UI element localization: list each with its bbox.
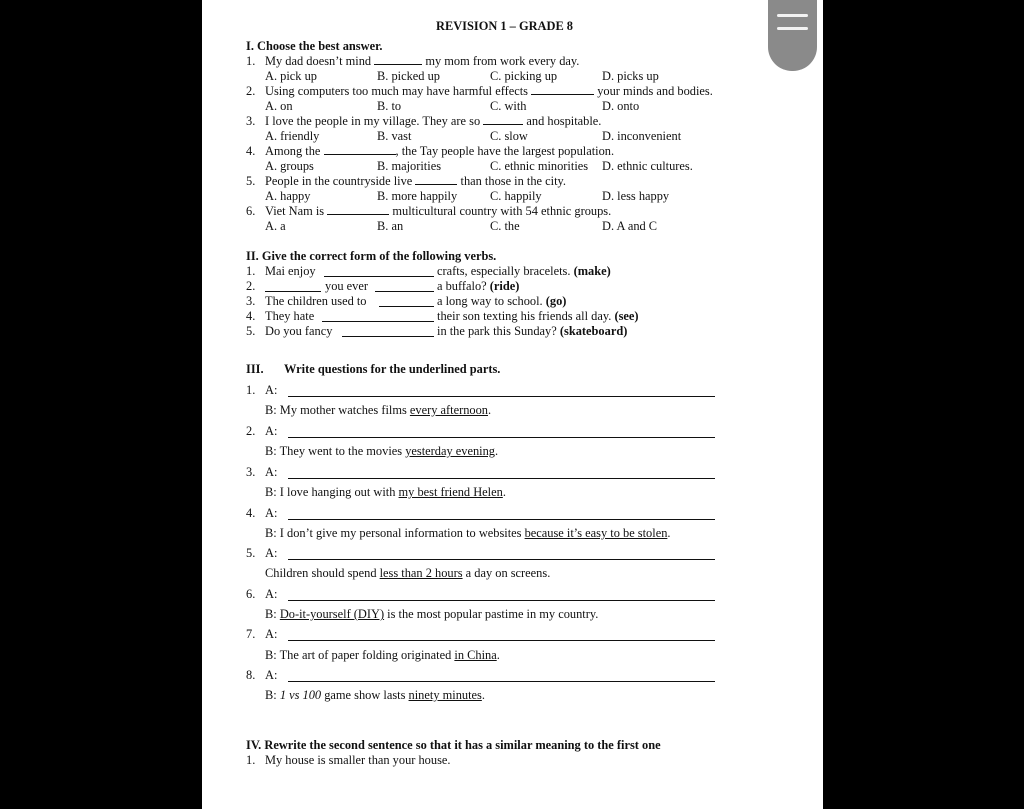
s2-q5-number: 5. [246,324,256,338]
s3-q3-b-text: B: I love hanging out with my best friend Helen. [265,485,506,499]
s1-q1-option-d: D. picks up [602,69,659,83]
s1-q5-option-d: D. less happy [602,189,670,203]
section-3-heading: Write questions for the underlined parts. [284,362,501,376]
right-border [823,0,1024,809]
s2-q5-prefix: Do you fancy [265,324,333,338]
s3-q1-number: 1. [246,383,256,397]
s2-q3-text: a long way to school. (go) [437,294,567,308]
s2-q4-number: 4. [246,309,256,323]
s1-q5-option-c: C. happily [490,189,542,203]
s3-q5-a-label: A: [265,546,278,560]
s3-q5-answer-line[interactable] [288,559,715,560]
s3-q4-b-text: B: I don’t give my personal information to websites because it’s easy to be stolen. [265,526,671,540]
s1-q2-number: 2. [246,84,256,98]
s1-q4-option-d: D. ethnic cultures. [602,159,693,173]
s1-q5-option-a: A. happy [265,189,311,203]
s3-q7-b-text: B: The art of paper folding originated in China. [265,648,500,662]
s2-q4-text: their son texting his friends all day. (see) [437,309,639,323]
s1-q1-option-b: B. picked up [377,69,440,83]
s2-q2-blank-2 [375,291,434,292]
s2-q2-text: a buffalo? (ride) [437,279,520,293]
s3-q1-answer-line[interactable] [288,396,715,397]
s2-q2-middle: you ever [325,279,369,293]
s2-q3-prefix: The children used to [265,294,367,308]
section-1-heading: I. Choose the best answer. [246,39,383,53]
s1-q5-text: People in the countryside live than those in the city. [265,174,567,188]
s3-q4-answer-line[interactable] [288,519,715,520]
s4-q1-number: 1. [246,753,256,767]
s1-q3-option-b: B. vast [377,129,412,143]
s3-q5-number: 5. [246,546,256,560]
s3-q2-a-label: A: [265,424,278,438]
s3-q1-a-label: A: [265,383,278,397]
s3-q8-b-text: B: 1 vs 100 game show lasts ninety minutes. [265,688,485,702]
s1-q3-text: I love the people in my village. They are so and hospitable. [265,114,602,128]
s2-q1-blank [324,276,434,277]
page-title: REVISION 1 – GRADE 8 [436,19,574,33]
s1-q2-option-b: B. to [377,99,402,113]
s3-q4-number: 4. [246,506,256,520]
s1-q6-number: 6. [246,204,256,218]
s2-q2-number: 2. [246,279,256,293]
s1-q1-text: My dad doesn’t mind my mom from work every day. [265,54,580,68]
s3-q2-b-text: B: They went to the movies yesterday evening. [265,444,499,458]
s3-q7-a-label: A: [265,627,278,641]
s2-q4-blank [322,321,434,322]
s1-q2-text: Using computers too much may have harmful effects your minds and bodies. [265,84,713,98]
s3-q8-a-label: A: [265,668,278,682]
s1-q4-option-c: C. ethnic minorities [490,159,589,173]
s3-q7-answer-line[interactable] [288,640,715,641]
s3-q6-answer-line[interactable] [288,600,715,601]
s2-q1-prefix: Mai enjoy [265,264,316,278]
s3-q2-answer-line[interactable] [288,437,715,438]
s2-q2-blank-1 [265,291,321,292]
s3-q1-b-text: B: My mother watches films every afternoon. [265,403,492,417]
handle-grip-icon [777,27,808,30]
s1-q3-option-d: D. inconvenient [602,129,682,143]
s1-q2-option-c: C. with [490,99,527,113]
s3-q6-number: 6. [246,587,256,601]
section-4-heading: IV. Rewrite the second sentence so that it has a similar meaning to the first one [246,738,661,752]
s1-q2-option-a: A. on [265,99,293,113]
s3-q3-a-label: A: [265,465,278,479]
s1-q6-option-b: B. an [377,219,404,233]
s1-q5-option-b: B. more happily [377,189,458,203]
s3-q3-number: 3. [246,465,256,479]
s2-q5-text: in the park this Sunday? (skateboard) [437,324,628,338]
section-3-number: III. [246,362,264,376]
s2-q4-prefix: They hate [265,309,315,323]
scroll-handle[interactable] [768,0,817,71]
s2-q5-blank [342,336,434,337]
s1-q1-option-a: A. pick up [265,69,317,83]
s1-q6-option-c: C. the [490,219,520,233]
s1-q4-option-a: A. groups [265,159,314,173]
handle-grip-icon [777,14,808,17]
s3-q8-answer-line[interactable] [288,681,715,682]
s1-q2-option-d: D. onto [602,99,640,113]
s1-q3-option-c: C. slow [490,129,528,143]
s3-q6-a-label: A: [265,587,278,601]
left-border [0,0,202,809]
s1-q3-option-a: A. friendly [265,129,320,143]
s3-q3-answer-line[interactable] [288,478,715,479]
s1-q6-option-a: A. a [265,219,286,233]
s3-q6-b-text: B: Do-it-yourself (DIY) is the most popular pastime in my country. [265,607,599,621]
s4-q1-text: My house is smaller than your house. [265,753,451,767]
s1-q4-option-b: B. majorities [377,159,442,173]
s1-q1-number: 1. [246,54,256,68]
worksheet-page[interactable] [202,0,823,809]
s3-q2-number: 2. [246,424,256,438]
s3-q8-number: 8. [246,668,256,682]
s3-q4-a-label: A: [265,506,278,520]
s1-q5-number: 5. [246,174,256,188]
s1-q3-number: 3. [246,114,256,128]
s1-q6-text: Viet Nam is multicultural country with 54 ethnic groups. [265,204,612,218]
s1-q4-text: Among the , the Tay people have the largest population. [265,144,615,158]
section-2-heading: II. Give the correct form of the following verbs. [246,249,497,263]
s3-q7-number: 7. [246,627,256,641]
s2-q3-number: 3. [246,294,256,308]
s1-q4-number: 4. [246,144,256,158]
s2-q1-text: crafts, especially bracelets. (make) [437,264,611,278]
s1-q6-option-d: D. A and C [602,219,658,233]
s1-q1-option-c: C. picking up [490,69,558,83]
s3-q5-b-text: Children should spend less than 2 hours a day on screens. [265,566,551,580]
s2-q3-blank [379,306,434,307]
s2-q1-number: 1. [246,264,256,278]
